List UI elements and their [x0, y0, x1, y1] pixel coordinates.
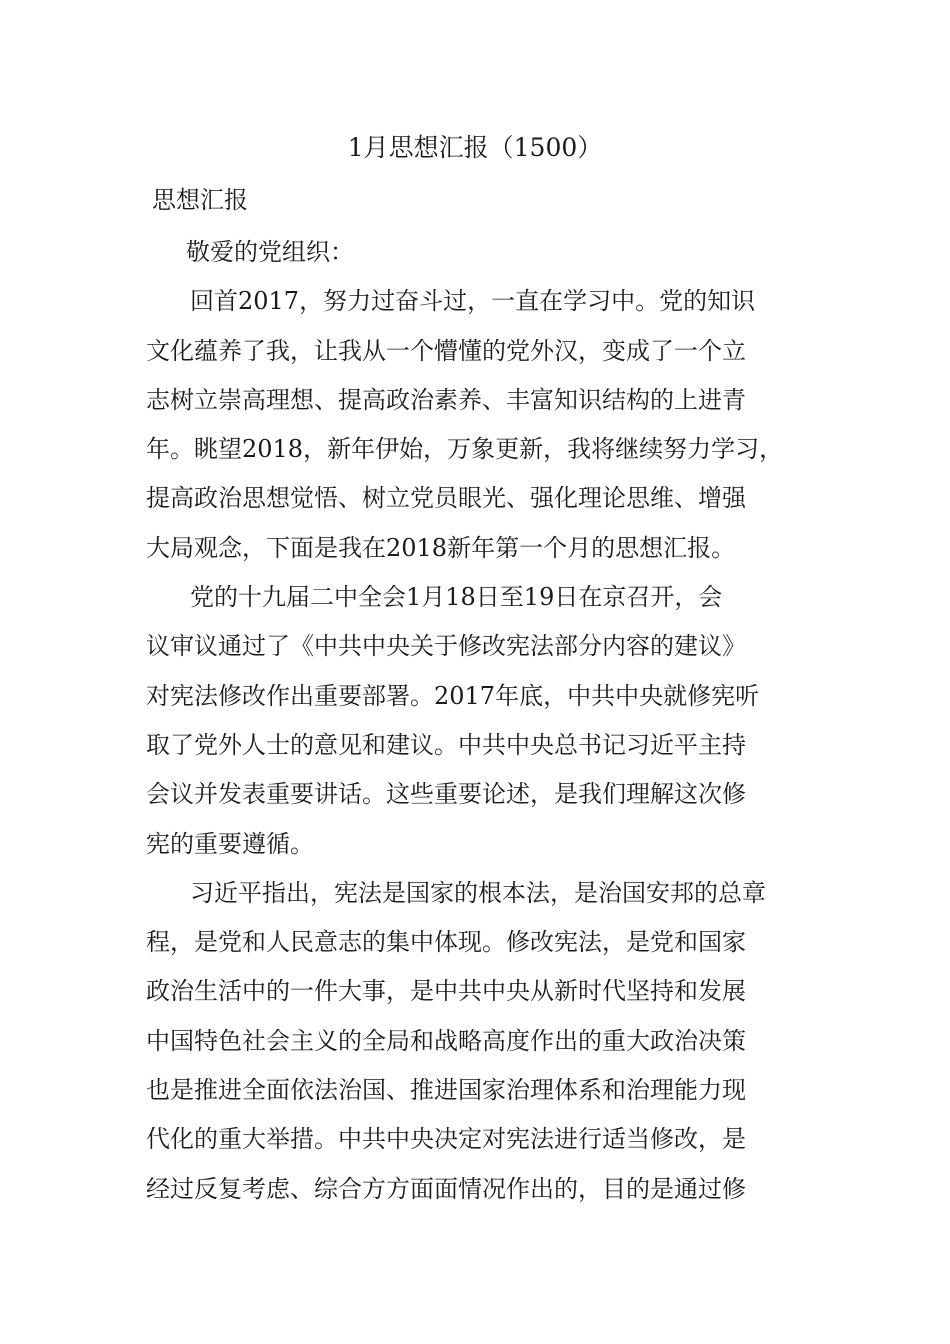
paragraph-2	[146, 573, 810, 869]
paragraph-line: 经过反复考虑、综合方方面面情况作出的，目的是通过修	[146, 1174, 746, 1203]
paragraph-line: 取了党外人士的意见和建议。中共中央总书记习近平主持	[146, 730, 746, 759]
document-title: 1月思想汇报（1500）	[347, 133, 603, 162]
paragraph-line: 志树立崇高理想、提高政治素养、丰富知识结构的上进青	[146, 385, 746, 414]
paragraph-line: 提高政治思想觉悟、树立党员眼光、强化理论思维、增强	[146, 484, 746, 513]
paragraph-line: 大局观念，下面是我在2018新年第一个月的思想汇报。	[146, 533, 736, 562]
paragraph-line: 政治生活中的一件大事，是中共中央从新时代坚持和发展	[146, 977, 746, 1006]
paragraph-line: 也是推进全面依法治国、推进国家治理体系和治理能力现	[146, 1076, 746, 1105]
document-subtitle: 思想汇报	[152, 186, 248, 214]
salutation: 敬爱的党组织：	[186, 238, 354, 266]
paragraph-line: 中国特色社会主义的全局和战略高度作出的重大政治决策	[146, 1026, 746, 1055]
paragraph-line: 代化的重大举措。中共中央决定对宪法进行适当修改，是	[146, 1125, 746, 1154]
document-body	[146, 228, 810, 1214]
paragraph-3	[146, 869, 810, 1214]
paragraph-line: 程，是党和人民意志的集中体现。修改宪法，是党和国家	[146, 928, 746, 957]
paragraph-line: 宪的重要遵循。	[146, 829, 314, 858]
paragraph-line: 党的十九届二中全会1月18日至19日在京召开，会	[190, 583, 723, 612]
paragraph-line: 议审议通过了《中共中央关于修改宪法部分内容的建议》	[146, 632, 746, 661]
paragraph-line: 回首2017，努力过奋斗过，一直在学习中。党的知识	[190, 287, 756, 316]
paragraph-line: 文化蕴养了我，让我从一个懵懂的党外汉，变成了一个立	[146, 336, 746, 365]
paragraph-line: 年。眺望2018，新年伊始，万象更新，我将继续努力学习，	[146, 435, 784, 464]
paragraph-1	[146, 277, 810, 573]
paragraph-line: 会议并发表重要讲话。这些重要论述，是我们理解这次修	[146, 780, 746, 809]
paragraph-line: 对宪法修改作出重要部署。2017年底，中共中央就修宪听	[146, 681, 760, 710]
paragraph-line: 习近平指出，宪法是国家的根本法，是治国安邦的总章	[190, 878, 766, 907]
